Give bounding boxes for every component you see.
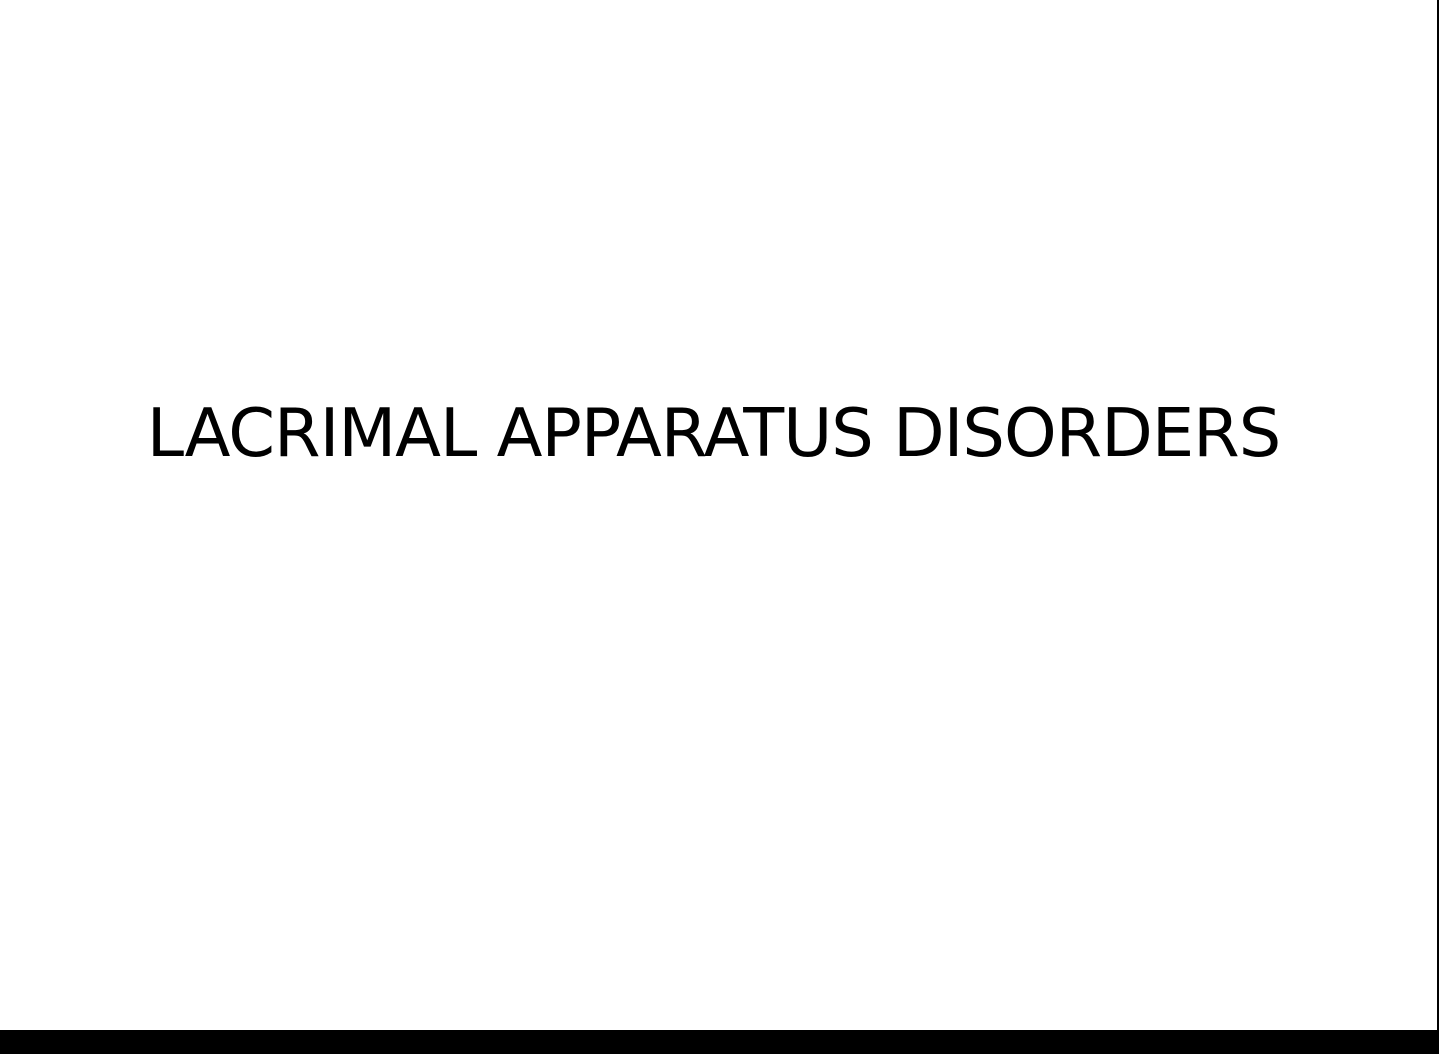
bottom-frame-bar: [0, 1030, 1439, 1054]
slide-title: LACRIMAL APPARATUS DISORDERS: [146, 394, 1281, 472]
